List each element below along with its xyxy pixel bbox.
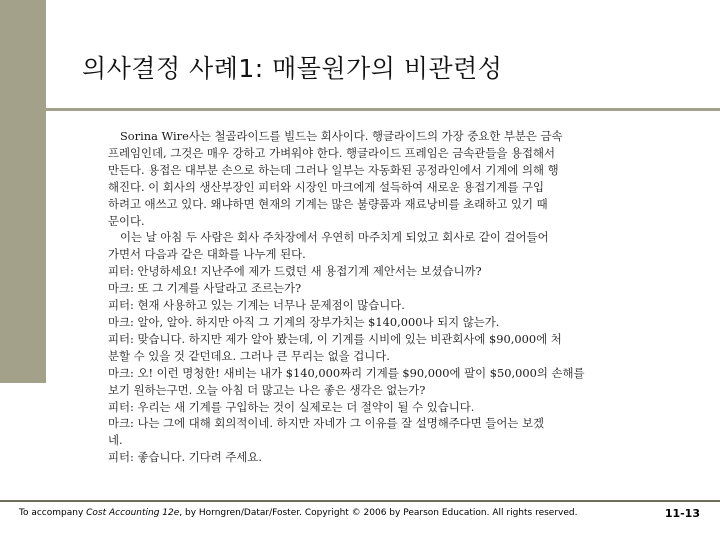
- document-line: 마크: 오! 이런 명청한! 새비는 내가 $140,000짜리 기계를 $90,000에 팔이 $50,000의 손해를: [108, 365, 585, 380]
- document-line: Sorina Wire사는 철골라이드를 빌드는 회사이다. 행글라이드의 가장 중요한 부분은 금속: [120, 129, 563, 143]
- document-line: 가면서 다음과 같은 대화를 나누게 된다.: [108, 247, 306, 262]
- slide-title: 의사결정 사례1: 매몰원가의 비관련성: [82, 54, 503, 83]
- page-number: 11-13: [664, 507, 700, 520]
- footer-book-title: Cost Accounting 12e: [86, 508, 180, 518]
- footer-prefix: To accompany: [19, 508, 87, 518]
- document-line: 피터: 현재 사용하고 있는 기계는 너무나 문제점이 많습니다.: [108, 298, 405, 313]
- document-line: 보기 원하는구먼. 오늘 아침 더 많고는 나은 좋은 생각은 없는가?: [108, 382, 426, 397]
- document-line: 마크: 나는 그에 대해 회의적이네. 하지만 자네가 그 이유를 잘 설명해주다면 들어는 보겠: [108, 416, 545, 431]
- document-line: 하려고 애쓰고 있다. 왜냐하면 현재의 기계는 많은 불량품과 재료낭비를 초래하고 있기 때: [108, 196, 548, 211]
- document-line: 피터: 우리는 새 기계를 구입하는 것이 실제로는 더 절약이 될 수 있습니다.: [108, 399, 475, 414]
- document-line: 피터: 맞습니다. 하지만 제가 알아 봤는데, 이 기계를 시비에 있는 비관회사에 $90,000에 처: [108, 331, 562, 346]
- footer-suffix: , by Horngren/Datar/Foster. Copyright © 2006 by Pearson Education. All rights reserved.: [179, 508, 578, 518]
- document-line: 분할 수 있을 것 같던데요. 그러나 큰 무리는 없을 겁니다.: [108, 348, 390, 363]
- document-line: 네.: [108, 433, 123, 448]
- title-rule: [46, 108, 720, 111]
- document-line: 문이다.: [108, 213, 145, 228]
- document-line: 만든다. 용접은 대부분 손으로 하는데 그러나 일부는 자동화된 공정라인에서 기계에 의해 행: [108, 162, 559, 177]
- document-line: 피터: 좋습니다. 기다려 주세요.: [108, 450, 262, 465]
- document-line: 프레임인데, 그것은 매우 강하고 가벼워야 한다. 행글라이드 프레임은 금속관들을 용접해서: [108, 145, 555, 160]
- footer-text: [19, 508, 577, 518]
- document-line: 피터: 안녕하세요! 지난주에 제가 드렸던 새 용접기계 제안서는 보셨습니까?: [108, 264, 482, 279]
- scanned-document-image: [108, 128, 678, 498]
- footer-rule: [0, 500, 720, 502]
- accent-bar-left: [0, 0, 46, 383]
- document-line: 마크: 또 그 기계를 사달라고 조르는가?: [108, 281, 302, 296]
- document-line: 이는 날 아침 두 사람은 회사 주차장에서 우연히 마주치게 되었고 회사로 같이 걸어들어: [120, 230, 549, 245]
- document-line: 해진다. 이 회사의 생산부장인 피터와 시장인 마크에게 설득하여 새로운 용접기계를 구입: [108, 179, 544, 194]
- document-line: 마크: 알아, 알아. 하지만 아직 그 기계의 장부가치는 $140,000나 되지 않는가.: [108, 314, 500, 329]
